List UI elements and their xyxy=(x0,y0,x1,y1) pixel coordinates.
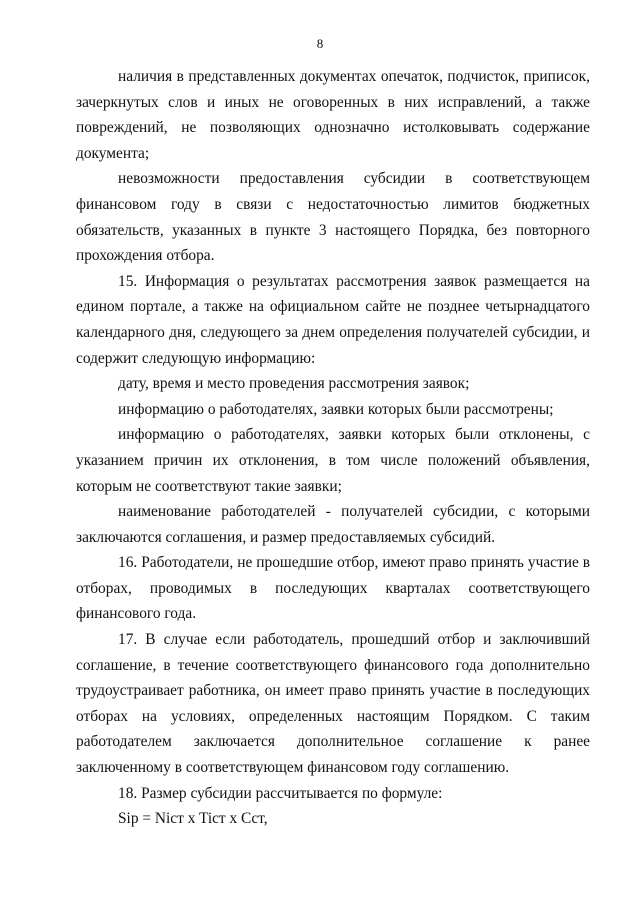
page-number: 8 xyxy=(316,36,324,51)
paragraph: 16. Работодатели, не прошедшие отбор, имеют право принять участие в отборах, проводимых в последующих кварталах соответствующего финансового года. xyxy=(76,554,590,623)
paragraph: информацию о работодателях, заявки которых были отклонены, с указанием причин их отклонения, в том числе положений объявления, которым не соответствуют такие заявки; xyxy=(76,426,590,495)
paragraph: 18. Размер субсидии рассчитывается по формуле: xyxy=(118,784,443,802)
paragraph: информацию о работодателях, заявки которых были рассмотрены; xyxy=(118,400,554,418)
paragraph: 15. Информация о результатах рассмотрения заявок размещается на едином портале, а также на официальном сайте не позднее четырнадцатого календарного дня, следующего за днем определения получателей субсидии, и содержит следующую информацию: xyxy=(76,272,590,367)
paragraph: 17. В случае если работодатель, прошедший отбор и заключивший соглашение, в течение соответствующего финансового года дополнительно трудоустраивает работника, он имеет право принять участие в последующих отборах на условиях, определенных настоящим Порядком. С таким работодателем заключается дополнительное соглашение к ранее заключенному в соответствующем финансовом году соглашению. xyxy=(76,631,590,777)
paragraph: невозможности предоставления субсидии в соответствующем финансовом году в связи с недостаточностью лимитов бюджетных обязательств, указанных в пункте 3 настоящего Порядка, без повторного прохождения отбора. xyxy=(76,170,590,265)
paragraph: дату, время и место проведения рассмотрения заявок; xyxy=(118,375,470,393)
paragraph: наличия в представленных документах опечаток, подчисток, приписок, зачеркнутых слов и иных не оговоренных в них исправлений, а также повреждений, не позволяющих однозначно истолковывать содержание документа; xyxy=(76,68,590,162)
formula: Sip = Niст x Tiст x Cст, xyxy=(118,810,268,828)
document-body xyxy=(76,64,590,832)
paragraph: наименование работодателей - получателей субсидии, с которыми заключаются соглашения, и размер предоставляемых субсидий. xyxy=(76,503,590,546)
